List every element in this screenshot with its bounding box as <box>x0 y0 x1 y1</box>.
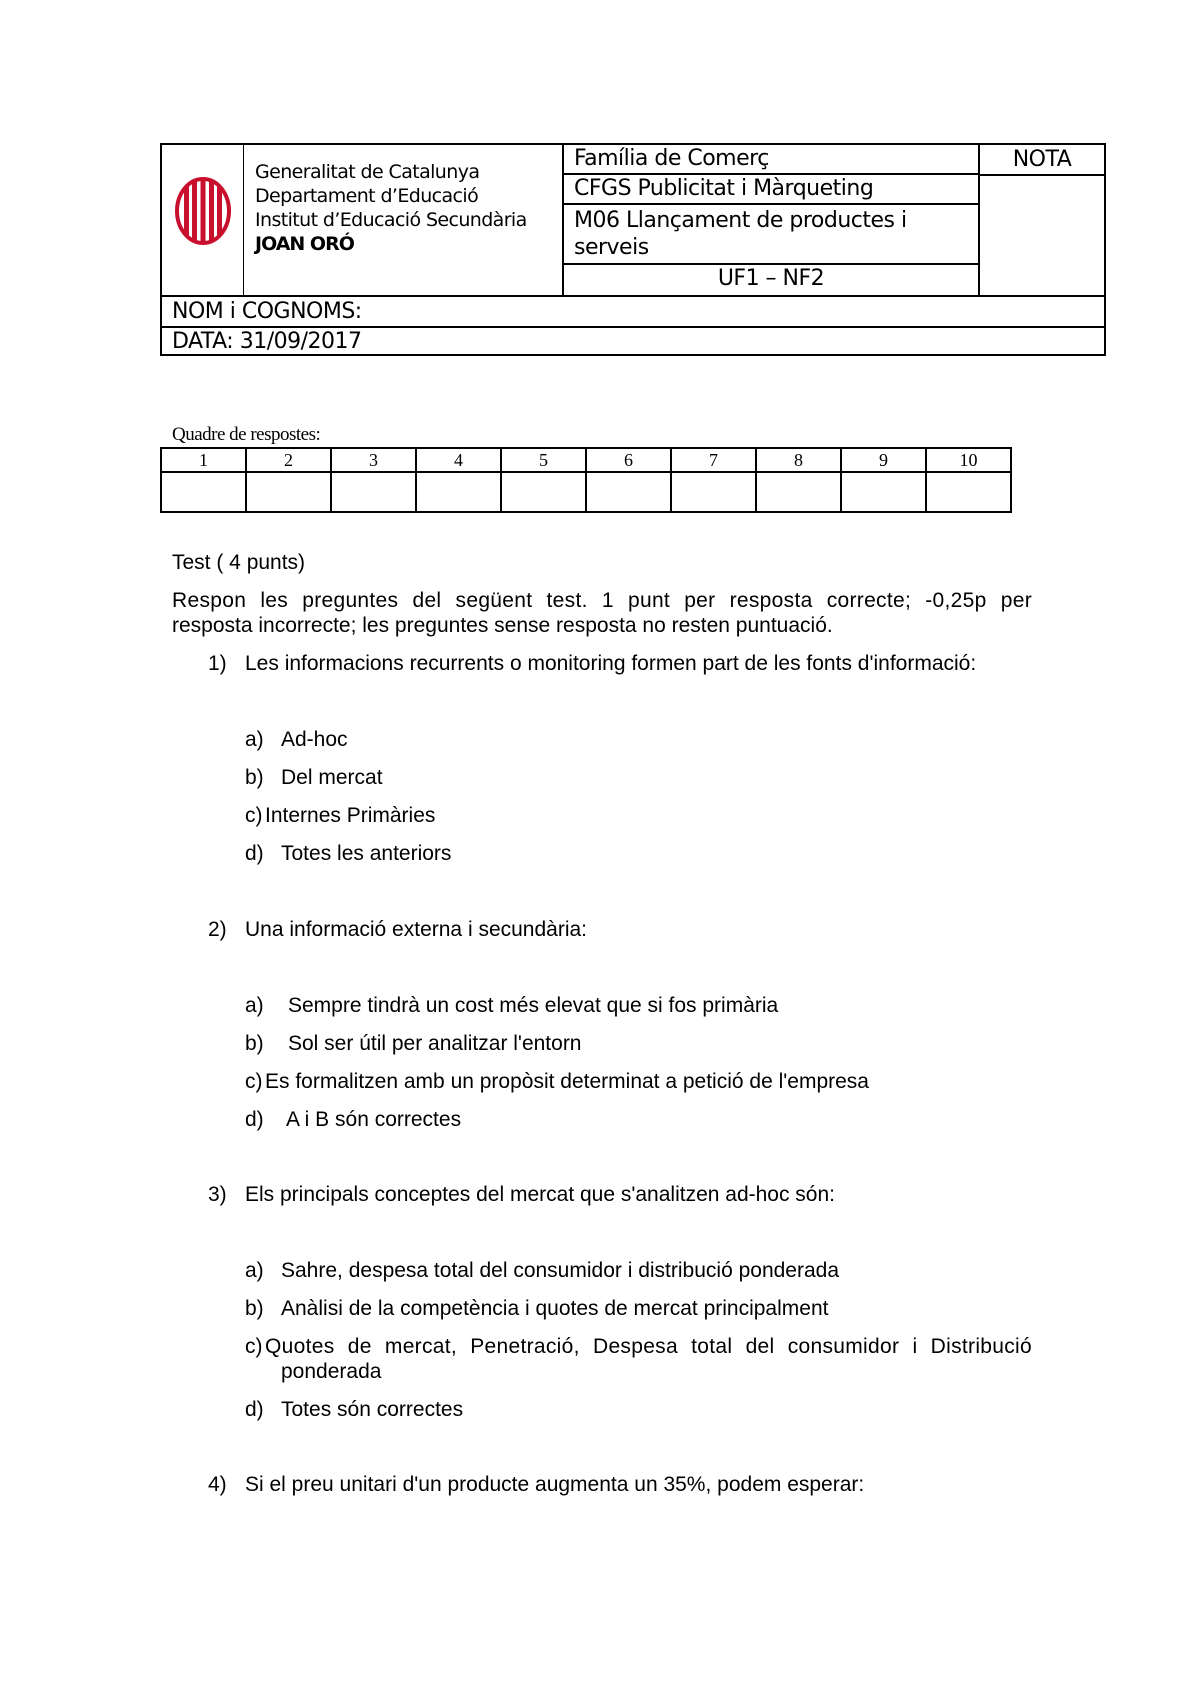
option-text: Del mercat <box>281 766 383 789</box>
question-number: 4) <box>208 1473 227 1496</box>
question-number: 3) <box>208 1183 227 1206</box>
question-text: Una informació externa i secundària: <box>245 918 588 941</box>
question-text: Els principals conceptes del mercat que s'analitzen ad-hoc són: <box>245 1183 835 1206</box>
option-letter: a) <box>245 728 264 751</box>
question-number: 2) <box>208 918 227 941</box>
data-field: DATA: 31/09/2017 <box>162 326 1104 356</box>
option-letter: c) <box>245 804 263 827</box>
option-letter: d) <box>245 1108 264 1131</box>
school-name: JOAN ORÓ <box>255 233 354 255</box>
option-letter: d) <box>245 1398 264 1421</box>
answers-grid <box>160 447 1012 513</box>
test-intro-line2: resposta incorrecte; les preguntes sense resposta no resten puntuació. <box>172 614 833 637</box>
familia-label: Família de Comerç <box>564 145 978 175</box>
answer-number: 5 <box>501 448 586 472</box>
answers-number-row <box>161 448 1011 472</box>
answer-box[interactable] <box>756 472 841 512</box>
option-text-continued: ponderada <box>281 1360 382 1383</box>
nota-label: NOTA <box>980 145 1104 176</box>
option-text: Ad-hoc <box>281 728 348 751</box>
answer-box[interactable] <box>501 472 586 512</box>
option-text: Sahre, despesa total del consumidor i distribució ponderada <box>281 1259 840 1282</box>
cicle-label: CFGS Publicitat i Màrqueting <box>564 175 978 205</box>
option-text: Quotes de mercat, Penetració, Despesa total del consumidor i Distribució <box>265 1335 1032 1358</box>
option-letter: c) <box>245 1070 263 1093</box>
option-text: Sol ser útil per analitzar l'entorn <box>288 1032 582 1055</box>
answer-box[interactable] <box>246 472 331 512</box>
option-text: Anàlisi de la competència i quotes de mercat principalment <box>281 1297 829 1320</box>
question-number: 1) <box>208 652 227 675</box>
question-text: Les informacions recurrents o monitoring formen part de les fonts d'informació: <box>245 652 977 675</box>
question-text: Si el preu unitari d'un producte augmenta un 35%, podem esperar: <box>245 1473 865 1496</box>
option-letter: c) <box>245 1335 263 1358</box>
answer-box[interactable] <box>161 472 246 512</box>
answer-box[interactable] <box>841 472 926 512</box>
option-letter: d) <box>245 842 264 865</box>
option-text: Internes Primàries <box>265 804 436 827</box>
answer-number: 7 <box>671 448 756 472</box>
option-text: Totes són correctes <box>281 1398 464 1421</box>
option-letter: a) <box>245 994 264 1017</box>
option-letter: b) <box>245 1297 264 1320</box>
answer-number: 6 <box>586 448 671 472</box>
institution-name: Generalitat de Catalunya <box>255 161 480 183</box>
generalitat-logo-icon <box>175 177 231 245</box>
answer-box[interactable] <box>331 472 416 512</box>
answer-number: 3 <box>331 448 416 472</box>
option-text: Es formalitzen amb un propòsit determinat a petició de l'empresa <box>265 1070 869 1093</box>
answer-number: 1 <box>161 448 246 472</box>
option-letter: a) <box>245 1259 264 1282</box>
option-letter: b) <box>245 766 264 789</box>
institution-cell <box>244 145 562 295</box>
course-cell <box>562 145 980 295</box>
exam-header <box>160 143 1106 356</box>
answer-number: 2 <box>246 448 331 472</box>
test-title: Test ( 4 punts) <box>172 551 306 574</box>
answer-number: 10 <box>926 448 1011 472</box>
answer-box[interactable] <box>586 472 671 512</box>
modul-line2: serveis <box>574 235 649 260</box>
unitat-label: UF1 – NF2 <box>717 266 825 291</box>
option-text: Totes les anteriors <box>281 842 452 865</box>
option-text: Sempre tindrà un cost més elevat que si fos primària <box>288 994 779 1017</box>
test-intro-line1: Respon les preguntes del següent test. 1 punt per resposta correcte; -0,25p per <box>172 589 1032 612</box>
nota-cell <box>980 145 1104 295</box>
nom-field[interactable]: NOM i COGNOMS: <box>162 295 1104 326</box>
modul-label <box>564 205 978 265</box>
answers-blank-row <box>161 472 1011 512</box>
answers-label: Quadre de respostes: <box>172 424 321 445</box>
answer-box[interactable] <box>416 472 501 512</box>
logo-cell <box>162 145 244 295</box>
option-letter: b) <box>245 1032 264 1055</box>
option-text: A i B són correctes <box>286 1108 462 1131</box>
answer-number: 4 <box>416 448 501 472</box>
answer-box[interactable] <box>926 472 1011 512</box>
answer-box[interactable] <box>671 472 756 512</box>
department-name: Departament d’Educació <box>255 185 479 207</box>
answer-number: 9 <box>841 448 926 472</box>
answer-number: 8 <box>756 448 841 472</box>
institute-type: Institut d’Educació Secundària <box>255 209 527 231</box>
modul-line1: M06 Llançament de productes i <box>574 208 907 233</box>
